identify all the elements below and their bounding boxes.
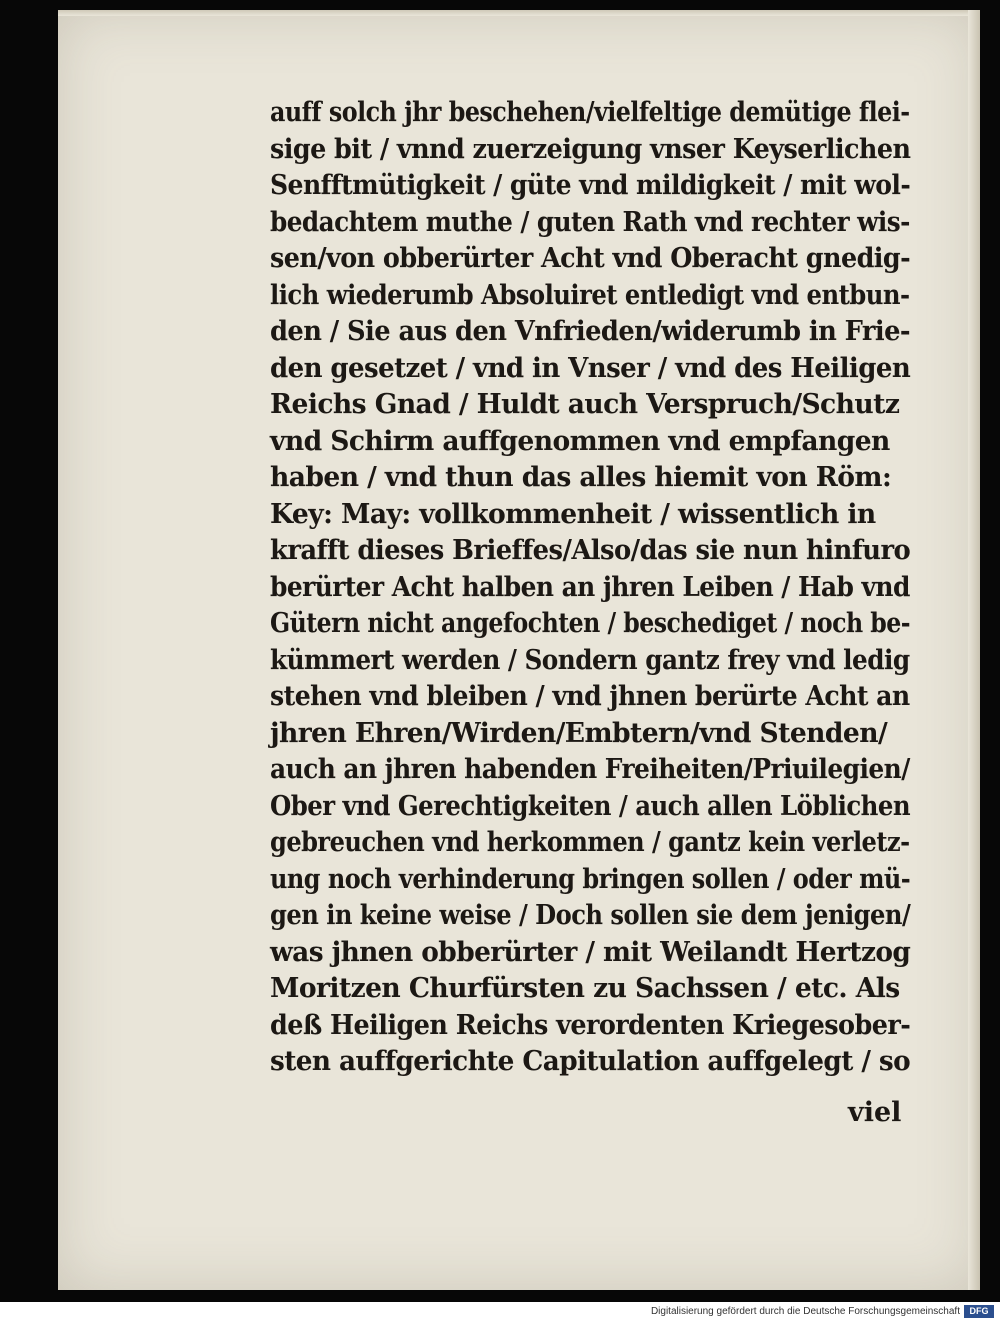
text-line: den gesetzet / vnd in Vnser / vnd des Heiligen xyxy=(270,352,911,384)
text-line: lich wiederumb Absoluiret entledigt vnd entbun- xyxy=(270,279,910,311)
text-line: gebreuchen vnd herkommen / gantz kein verletz- xyxy=(270,827,910,858)
text-line: Reichs Gnad / Huldt auch Verspruch/Schutz xyxy=(270,389,900,420)
text-line: sige bit / vnnd zuerzeigung vnser Keyserlichen xyxy=(270,133,911,165)
dfg-logo-icon: DFG xyxy=(964,1305,994,1318)
text-line: sen/von obberürter Acht vnd Oberacht gnedig- xyxy=(270,243,911,274)
text-line: Moritzen Churfürsten zu Sachssen / etc. Als xyxy=(270,973,900,1004)
text-line: haben / vnd thun das alles hiemit von Röm: xyxy=(270,462,892,493)
funding-note: Digitalisierung gefördert durch die Deutsche Forschungsgemeinschaft xyxy=(650,1306,960,1317)
text-line: gen in keine weise / Doch sollen sie dem jenigen/ xyxy=(270,900,911,931)
text-line: Gütern nicht angefochten / beschediget / noch be- xyxy=(270,608,911,639)
page-edge-top xyxy=(58,10,980,16)
text-line: auff solch jhr beschehen/vielfeltige demütige flei- xyxy=(270,97,910,128)
text-line: Key: May: vollkommenheit / wissentlich in xyxy=(270,498,876,530)
text-line: bedachtem muthe / guten Rath vnd rechter wis- xyxy=(270,206,910,238)
text-line: ung noch verhinderung bringen sollen / oder mü- xyxy=(270,863,911,895)
text-line: auch an jhren habenden Freiheiten/Priuilegien/ xyxy=(270,754,910,785)
text-line: was jhnen obberürter / mit Weilandt Hertzog xyxy=(270,936,911,968)
text-line: stehen vnd bleiben / vnd jhnen berürte Acht an xyxy=(270,681,910,712)
text-line: Senfftmütigkeit / güte vnd mildigkeit / mit wol- xyxy=(270,170,911,201)
text-line: Ober vnd Gerechtigkeiten / auch allen Löblichen xyxy=(270,790,911,822)
text-line: krafft dieses Brieffes/Also/das sie nun hinfuro xyxy=(270,535,911,566)
text-line: kümmert werden / Sondern gantz frey vnd ledig xyxy=(270,644,910,676)
text-line: sten auffgerichte Capitulation auffgelegt / so xyxy=(270,1046,911,1077)
text-line: berürter Acht halben an jhren Leiben / Hab vnd xyxy=(270,571,910,603)
text-line: jhren Ehren/Wirden/Embtern/vnd Stenden/ xyxy=(270,717,888,749)
text-line: den / Sie aus den Vnfrieden/widerumb in Frie- xyxy=(270,316,911,347)
body-text xyxy=(270,95,920,1081)
text-line: vnd Schirm auffgenommen vnd empfangen xyxy=(270,425,890,457)
text-line: deß Heiligen Reichs verordenten Kriegesober- xyxy=(270,1009,911,1041)
page-edge-right xyxy=(968,10,980,1290)
catchword: viel xyxy=(848,1097,902,1128)
